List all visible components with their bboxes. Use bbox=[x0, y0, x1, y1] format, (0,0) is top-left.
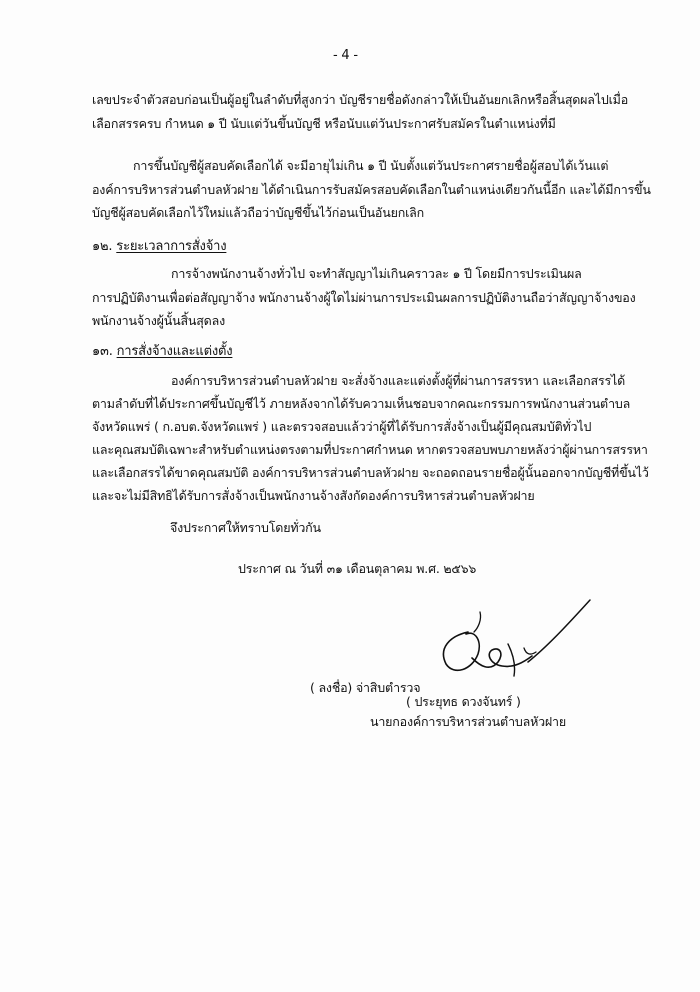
announcement-date: ประกาศ ณ วันที่ ๓๑ เดือนตุลาคม พ.ศ. ๒๕๖๖ bbox=[238, 561, 477, 576]
section-13-line-1: องค์การบริหารส่วนตำบลหัวฝาย จะสั่งจ้างและแต่งตั้งผู้ที่ผ่านการสรรหา และเลือกสรรได้ bbox=[171, 373, 626, 388]
signer-position: นายกองค์การบริหารส่วนตำบลหัวฝาย bbox=[370, 714, 567, 729]
list-paragraph-line-1: การขึ้นบัญชีผู้สอบคัดเลือกได้ จะมีอายุไม่เกิน ๑ ปี นับตั้งแต่วันประกาศรายชื่อผู้สอบได้เว้นแต่ bbox=[133, 158, 609, 173]
section-13-title: การสั่งจ้างและแต่งตั้ง bbox=[116, 344, 233, 359]
intro-line-2: เลือกสรรครบ กำหนด ๑ ปี นับแต่วันขึ้นบัญชี หรือนับแต่วันประกาศรับสมัครในตำแหน่งที่มี bbox=[92, 116, 556, 131]
list-paragraph-line-2: องค์การบริหารส่วนตำบลหัวฝาย ได้ดำเนินการรับสมัครสอบคัดเลือกในตำแหน่งเดียวกันนี้อีก และได้มีการขึ้น bbox=[92, 182, 651, 197]
section-12-heading bbox=[92, 239, 226, 255]
section-13-heading bbox=[92, 344, 232, 360]
page-number: - 4 - bbox=[333, 48, 358, 63]
section-12-line-1: การจ้างพนักงานจ้างทั่วไป จะทำสัญญาไม่เกินคราวละ ๑ ปี โดยมีการประเมินผล bbox=[171, 266, 582, 281]
section-13-line-2: ตามลำดับที่ได้ประกาศขึ้นบัญชีไว้ ภายหลังจากได้รับความเห็นชอบจากคณะกรรมการพนักงานส่วนตำบล bbox=[92, 396, 631, 411]
section-13-line-4: และคุณสมบัติเฉพาะสำหรับตำแหน่งตรงตามที่ประกาศกำหนด หากตรวจสอบพบภายหลังว่าผู้ผ่านการสรรหา bbox=[92, 442, 648, 457]
list-paragraph-line-3: บัญชีผู้สอบคัดเลือกไว้ใหม่แล้วถือว่าบัญชีขึ้นไว้ก่อนเป็นอันยกเลิก bbox=[92, 205, 424, 220]
closing-statement: จึงประกาศให้ทราบโดยทั่วกัน bbox=[170, 520, 321, 535]
handwritten-signature bbox=[420, 592, 595, 692]
signer-name: ( ประยุทธ ดวงจันทร์ ) bbox=[406, 694, 521, 709]
section-12-line-2: การปฏิบัติงานเพื่อต่อสัญญาจ้าง พนักงานจ้างผู้ใดไม่ผ่านการประเมินผลการปฏิบัติงานถือว่าสัญญาจ้างของ bbox=[92, 290, 636, 305]
section-12-title: ระยะเวลาการสั่งจ้าง bbox=[116, 239, 227, 254]
section-13-number: ๑๓. bbox=[92, 344, 113, 359]
section-13-line-3: จังหวัดแพร่ ( ก.อบต.จังหวัดแพร่ ) และตรวจสอบแล้วว่าผู้ที่ได้รับการสั่งจ้างเป็นผู้มีคุณสมบัติทั่วไป bbox=[92, 419, 592, 434]
signed-label: ( ลงชื่อ) จ่าสิบตำรวจ bbox=[310, 680, 421, 695]
section-12-line-3: พนักงานจ้างผู้นั้นสิ้นสุดลง bbox=[92, 313, 225, 328]
section-12-number: ๑๒. bbox=[92, 239, 113, 254]
section-13-line-5: และเลือกสรรได้ขาดคุณสมบัติ องค์การบริหารส่วนตำบลหัวฝาย จะถอดถอนรายชื่อผู้นั้นออกจากบัญชีที่ขึ้นไว้ bbox=[92, 465, 649, 480]
section-13-line-6: และจะไม่มีสิทธิได้รับการสั่งจ้างเป็นพนักงานจ้างสังกัดองค์การบริหารส่วนตำบลหัวฝาย bbox=[92, 488, 535, 503]
intro-line-1: เลขประจำตัวสอบก่อนเป็นผู้อยู่ในลำดับที่สูงกว่า บัญชีรายชื่อดังกล่าวให้เป็นอันยกเลิกหรือสิ้นสุดผลไปเมื่อ bbox=[92, 92, 629, 107]
